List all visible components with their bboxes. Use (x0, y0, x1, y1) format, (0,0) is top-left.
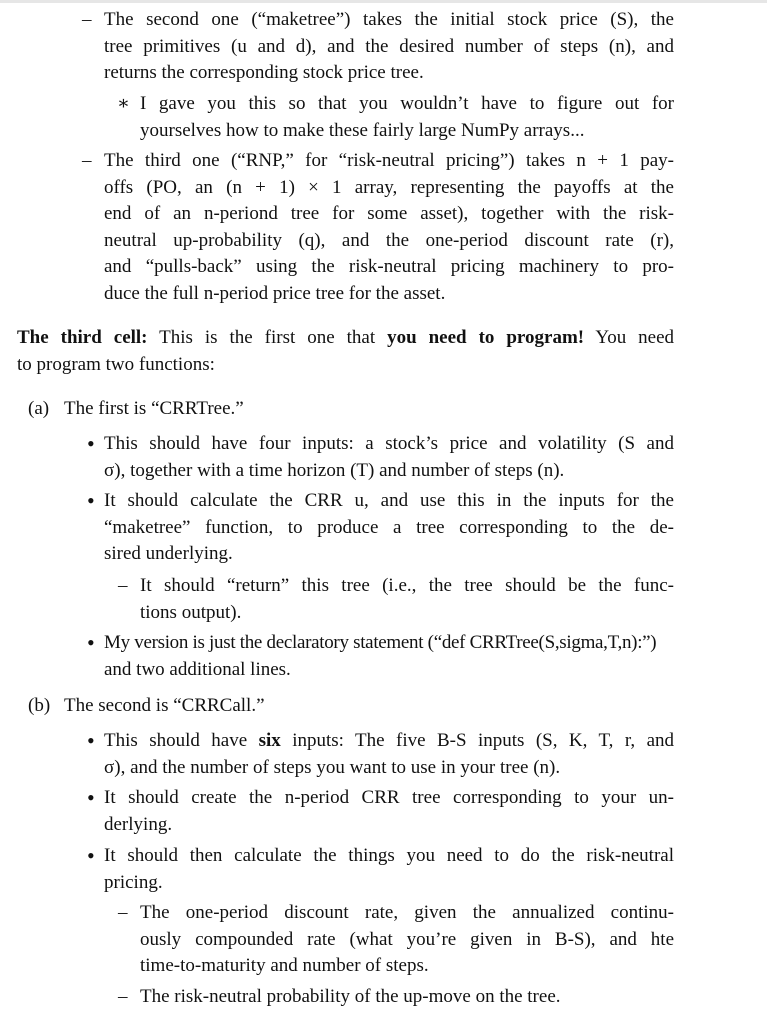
bullet-marker: • (87, 488, 95, 513)
text-line: and “pulls-back” using the risk-neutral pricing machinery to pro- (104, 256, 674, 277)
text-line: The second one (“maketree”) takes the initial stock price (S), the (104, 9, 674, 30)
dash-marker: – (118, 986, 128, 1007)
text-line: yourselves how to make these fairly large NumPy arrays... (140, 119, 585, 141)
text-line: duce the full n-period price tree for the asset. (104, 282, 446, 304)
text-line: σ), together with a time horizon (T) and number of steps (n). (104, 459, 565, 481)
text-line: This should have six inputs: The five B-S inputs (S, K, T, r, and (104, 730, 675, 751)
text-line: time-to-maturity and number of steps. (140, 955, 429, 976)
text-line: The third one (“RNP,” for “risk-neutral pricing”) takes n + 1 pay- (104, 150, 674, 171)
rnp-description (104, 148, 674, 307)
text-line: tree primitives (u and d), and the desired number of steps (n), and (104, 35, 674, 57)
bullet-marker: • (87, 431, 95, 456)
crrtree-return-note (140, 573, 674, 626)
crrcall-tree-bullet (104, 785, 674, 838)
discount-rate-note (140, 900, 674, 980)
part-b-title: The second is “CRRCall.” (64, 695, 265, 716)
six-emphasis: six (258, 730, 281, 751)
crrtree-version-bullet (104, 630, 756, 683)
text-line: offs (PO, an (n + 1) × 1 array, representing the payoffs at the (104, 176, 674, 198)
risk-neutral-prob-note (140, 984, 674, 1011)
text-line: end of an n-periond tree for some asset), together with the risk- (104, 203, 674, 224)
text-line: The risk-neutral probability of the up-move on the tree. (140, 986, 561, 1007)
text-line: derlying. (104, 813, 173, 835)
bullet-marker: • (87, 630, 95, 655)
text-line: It should calculate the CRR u, and use this in the inputs for the (104, 490, 674, 511)
bullet-marker: • (87, 728, 95, 753)
text-line: It should then calculate the things you need to do the risk-neutral (104, 845, 674, 866)
bullet-marker: • (87, 843, 95, 868)
text-line: The one-period discount rate, given the annualized continu- (140, 902, 674, 923)
third-cell-paragraph (17, 325, 674, 378)
dash-marker: – (118, 902, 128, 923)
text-line: to program two functions: (17, 353, 215, 375)
part-a-title: The first is “CRRTree.” (64, 398, 244, 419)
crrtree-inputs-bullet (104, 431, 674, 484)
text-line: ously compounded rate (what you’re given in B-S), and hte (140, 928, 674, 950)
text-line: pricing. (104, 871, 163, 893)
enum-label-a: (a) (28, 398, 50, 419)
maketree-note (140, 91, 674, 144)
text-line: neutral up-probability (q), and the one-period discount rate (r), (104, 229, 674, 251)
text-line: σ), and the number of steps you want to use in your tree (n). (104, 756, 561, 778)
crrcall-pricing-bullet (104, 843, 674, 896)
bullet-marker: • (87, 785, 95, 810)
text-line: This should have four inputs: a stock’s price and volatility (S and (104, 433, 674, 454)
page-top-border (0, 0, 767, 3)
text-line: It should “return” this tree (i.e., the tree should be the func- (140, 575, 674, 596)
crrtree-calc-bullet (104, 488, 674, 568)
text-line: and two additional lines. (104, 658, 291, 680)
maketree-description (104, 7, 674, 87)
text-line: tions output). (140, 601, 242, 623)
text-line: sired underlying. (104, 543, 233, 564)
program-emphasis: you need to program! (387, 327, 585, 348)
text-line: “maketree” function, to produce a tree corresponding to the de- (104, 516, 674, 538)
text-line: It should create the n-period CRR tree corresponding to your un- (104, 787, 674, 808)
enum-label-b: (b) (28, 695, 51, 716)
crrcall-inputs-bullet (104, 728, 674, 781)
dash-marker: – (82, 150, 92, 171)
asterisk-marker: ∗ (117, 93, 130, 114)
text-line: My version is just the declaratory statement (“def CRRTree(S,sigma,T,n):”) (104, 632, 657, 653)
dash-marker: – (118, 575, 128, 596)
text-line: returns the corresponding stock price tree. (104, 62, 424, 83)
dash-marker: – (82, 9, 92, 30)
third-cell-heading: The third cell: (17, 327, 148, 348)
text-line: The third cell: This is the first one that you need to program! You need (17, 327, 675, 348)
text-line: I gave you this so that you wouldn’t have to figure out for (140, 93, 674, 114)
